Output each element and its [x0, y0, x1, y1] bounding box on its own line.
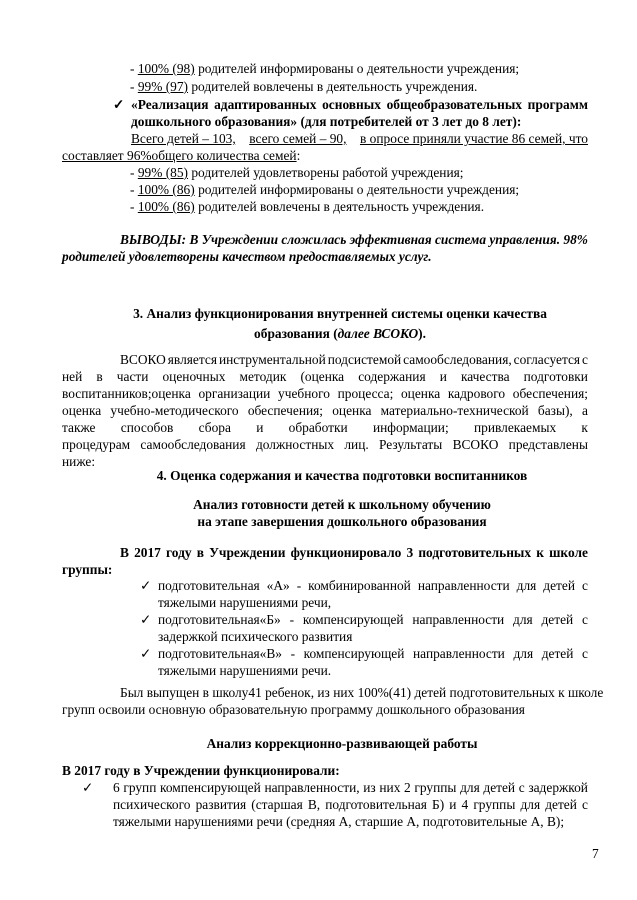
released-line2: групп освоили основную образовательную программу дошкольного образования	[62, 702, 525, 717]
page-number: 7	[592, 846, 599, 861]
program-stats-line1: Всего детей – 103, всего семей – 90, в опросе приняли участие 86 семей, что	[131, 131, 588, 146]
parents-informed-pct: 100% (98)	[137, 61, 195, 76]
section3-para-line7: ниже:	[62, 454, 96, 469]
group-b-line2: задержкой психического развития	[158, 629, 353, 644]
check-icon: ✓	[140, 612, 152, 627]
group-v-line1: подготовительная«В» - компенсирующей направленности для детей с	[158, 646, 588, 661]
readiness-subheading-line2: на этапе завершения дошкольного образования	[197, 514, 487, 529]
parents-involved-pct: 99% (97)	[137, 79, 189, 94]
result-involved-line: - 100% (86) родителей вовлечены в деятельность учреждения.	[130, 199, 485, 214]
correction-item-line2: психического развития (старшая В, подготовительная Б) и 4 группы для детей с	[113, 797, 588, 812]
section3-para-line1: ВСОКО является инструментальной подсистемой самообследования, согласуется с	[120, 352, 588, 367]
correction-heading: Анализ коррекционно-развивающей работы	[206, 736, 478, 751]
groups-intro-line1: В 2017 году в Учреждении функционировало 3 подготовительных к школе	[120, 545, 588, 560]
conclusion-line2: родителей удовлетворены качеством предоставляемых услуг.	[62, 249, 432, 264]
correction-item-line1: 6 групп компенсирующей направленности, из них 2 группы для детей с задержкой	[113, 780, 588, 795]
group-v-line2: тяжелыми нарушениями речи.	[158, 663, 332, 678]
program-title-line2: дошкольного образования» (для потребителей от 3 лет до 8 лет):	[131, 114, 522, 129]
section3-heading-line2: образования (далее ВСОКО).	[254, 326, 426, 341]
section3-heading-line1: 3. Анализ функционирования внутренней системы оценки качества	[133, 306, 547, 321]
program-title-line1: «Реализация адаптированных основных общеобразовательных программ	[131, 97, 588, 112]
result-satisfied-line: - 99% (85) родителей удовлетворены работой учреждения;	[130, 165, 464, 180]
section3-para-line2: ней в части оценочных методик (оценка содержания и качества подготовки	[62, 369, 588, 384]
group-a-line1: подготовительная «А» - комбинированной направленности для детей с	[158, 578, 588, 593]
check-icon: ✓	[82, 780, 94, 795]
groups-intro-line2: группы:	[62, 562, 113, 577]
check-icon: ✓	[140, 646, 152, 661]
released-line1: Был выпущен в школу41 ребенок, из них 100%(41) детей подготовительных к школе	[120, 685, 604, 700]
result-informed-line: - 100% (86) родителей информированы о деятельности учреждения;	[130, 182, 520, 197]
parents-informed-line: - 100% (98) родителей информированы о деятельности учреждения;	[130, 61, 520, 76]
correction-intro: В 2017 году в Учреждении функционировали:	[62, 763, 340, 778]
section3-para-line3: воспитанников;оценка организации учебного процесса; оценка кадрового обеспечения;	[62, 386, 588, 401]
section3-para-line4: оценка учебно-методического обеспечения; оценка материально-технической базы), а	[62, 403, 588, 418]
section3-para-line5: также способов сбора и обработки информации; привлекаемых к	[62, 420, 588, 435]
group-b-line1: подготовительная«Б» - компенсирующей направленности для детей с	[158, 612, 588, 627]
section3-para-line6: процедурам самообследования должностных лиц. Результаты ВСОКО представлены	[62, 437, 588, 452]
group-a-line2: тяжелыми нарушениями речи,	[158, 595, 332, 610]
parents-involved-line: - 99% (97) родителей вовлечены в деятельность учреждения.	[130, 79, 478, 94]
section4-heading: 4. Оценка содержания и качества подготовки воспитанников	[156, 468, 528, 483]
check-icon: ✓	[113, 97, 125, 112]
program-stats-line2: составляет 96%общего количества семей:	[62, 148, 301, 163]
check-icon: ✓	[140, 578, 152, 593]
conclusion-line1: ВЫВОДЫ: В Учреждении сложилась эффективная система управления. 98%	[120, 232, 588, 247]
correction-item-line3: тяжелыми нарушениями речи (средняя А, старшие А, подготовительные А, В);	[113, 814, 565, 829]
readiness-subheading-line1: Анализ готовности детей к школьному обучению	[193, 497, 491, 512]
